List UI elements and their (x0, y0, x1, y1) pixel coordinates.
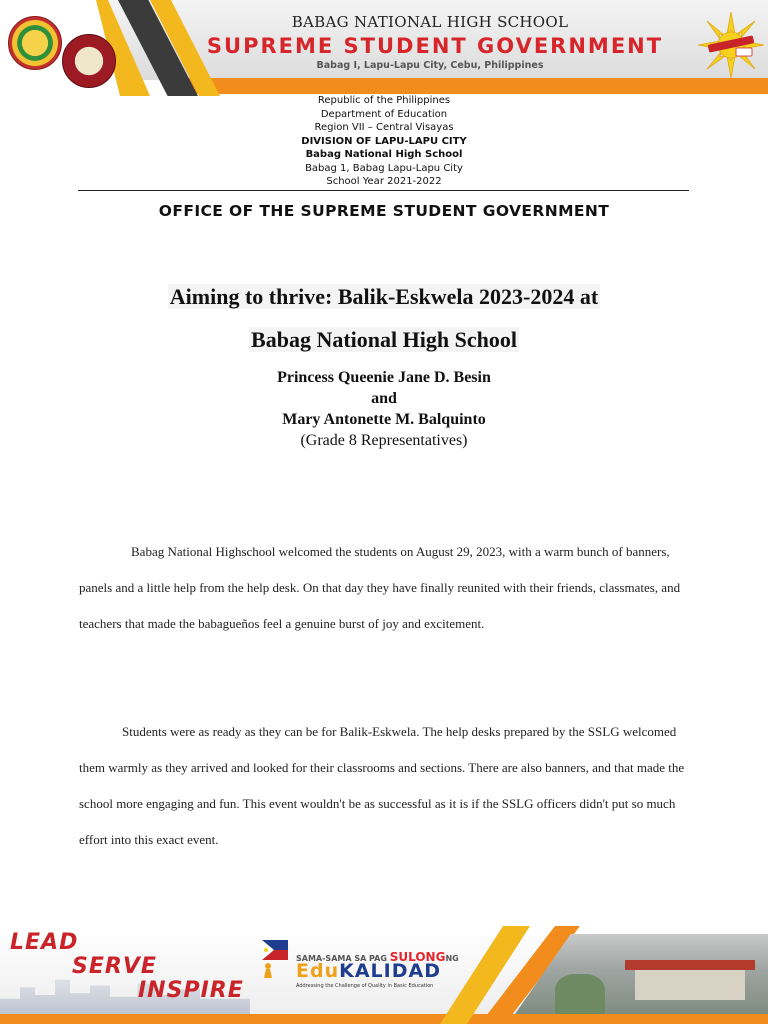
edukalidad-part2: KALIDAD (339, 960, 441, 982)
slogan-prefix: SAMA-SAMA SA PAG (296, 954, 387, 963)
article-paragraph-2-text: Students were as ready as they can be for Balik-Eskwela. The help desks prepared by the SSLG welcomed them warmly as they arrived and looked for their classrooms and sections. There are also banners, and that made the school more engaging and fun. This event wouldn't be as successful as it is if the SSLG officers didn't put so much effort into this exact event. (79, 724, 685, 847)
slogan-highlight: SULONG (389, 950, 446, 964)
article-paragraph-2 (79, 714, 691, 858)
article-title-line1-text: Aiming to thrive: Balik-Eskwela 2023-2024 at (169, 284, 599, 309)
letterhead-republic: Republic of the Philippines (317, 95, 451, 106)
motto-lead: LEAD (10, 930, 79, 955)
edukalidad-subtitle: Addressing the Challenge of Quality in Basic Education (296, 983, 434, 989)
author-1: Princess Queenie Jane D. Besin (277, 369, 491, 386)
article-paragraph-1 (79, 534, 691, 642)
header-address: Babag I, Lapu-Lapu City, Cebu, Philippines (316, 60, 544, 71)
author-role: (Grade 8 Representatives) (300, 432, 468, 449)
letterhead-school: Babag National High School (305, 149, 463, 160)
letterhead-divider (78, 190, 689, 191)
office-title: OFFICE OF THE SUPREME STUDENT GOVERNMENT (158, 202, 610, 220)
header-orange-stripe (170, 78, 768, 94)
tree-foliage (555, 974, 605, 1014)
edukalidad-part1: Edu (296, 960, 340, 982)
header-school-name: BABAG NATIONAL HIGH SCHOOL (291, 13, 569, 31)
edukalidad-flag-icon (258, 938, 290, 978)
letterhead-department: Department of Education (320, 108, 448, 120)
letterhead-school-year: School Year 2021-2022 (326, 176, 442, 187)
letterhead-address: Babag 1, Babag Lapu-Lapu City (305, 162, 463, 174)
author-conjunction: and (371, 390, 397, 407)
author-2: Mary Antonette M. Balquinto (282, 411, 486, 428)
letterhead-region: Region VII – Central Visayas (314, 122, 454, 133)
footer-banner (0, 926, 768, 1024)
article-title-line2-text: Babag National High School (251, 327, 517, 352)
edukalidad-logo-text (296, 960, 441, 982)
school-seal-logo (8, 16, 62, 70)
motto-inspire: INSPIRE (138, 978, 244, 1003)
article-title-line2 (0, 327, 768, 353)
article-title-line1 (0, 284, 768, 310)
footer-orange-stripe (0, 1014, 768, 1024)
philippine-sun-icon (696, 10, 766, 80)
ssg-seal-logo (62, 34, 116, 88)
slogan-suffix: NG (445, 954, 459, 963)
motto-serve: SERVE (72, 954, 157, 979)
letterhead (0, 94, 768, 189)
building-roof (625, 960, 755, 970)
header-org-name: SUPREME STUDENT GOVERNMENT (206, 34, 664, 58)
article-paragraph-1-text: Babag National Highschool welcomed the students on August 29, 2023, with a warm bunch of banners, panels and a little help from the help desk. On that day they have finally reunited with their friends, classmates, and teachers that made the babagueños feel a genuine burst of joy and excitement. (79, 544, 681, 631)
letterhead-division: DIVISION OF LAPU-LAPU CITY (301, 135, 467, 147)
building-wall (635, 970, 745, 1000)
header-banner (0, 0, 768, 96)
